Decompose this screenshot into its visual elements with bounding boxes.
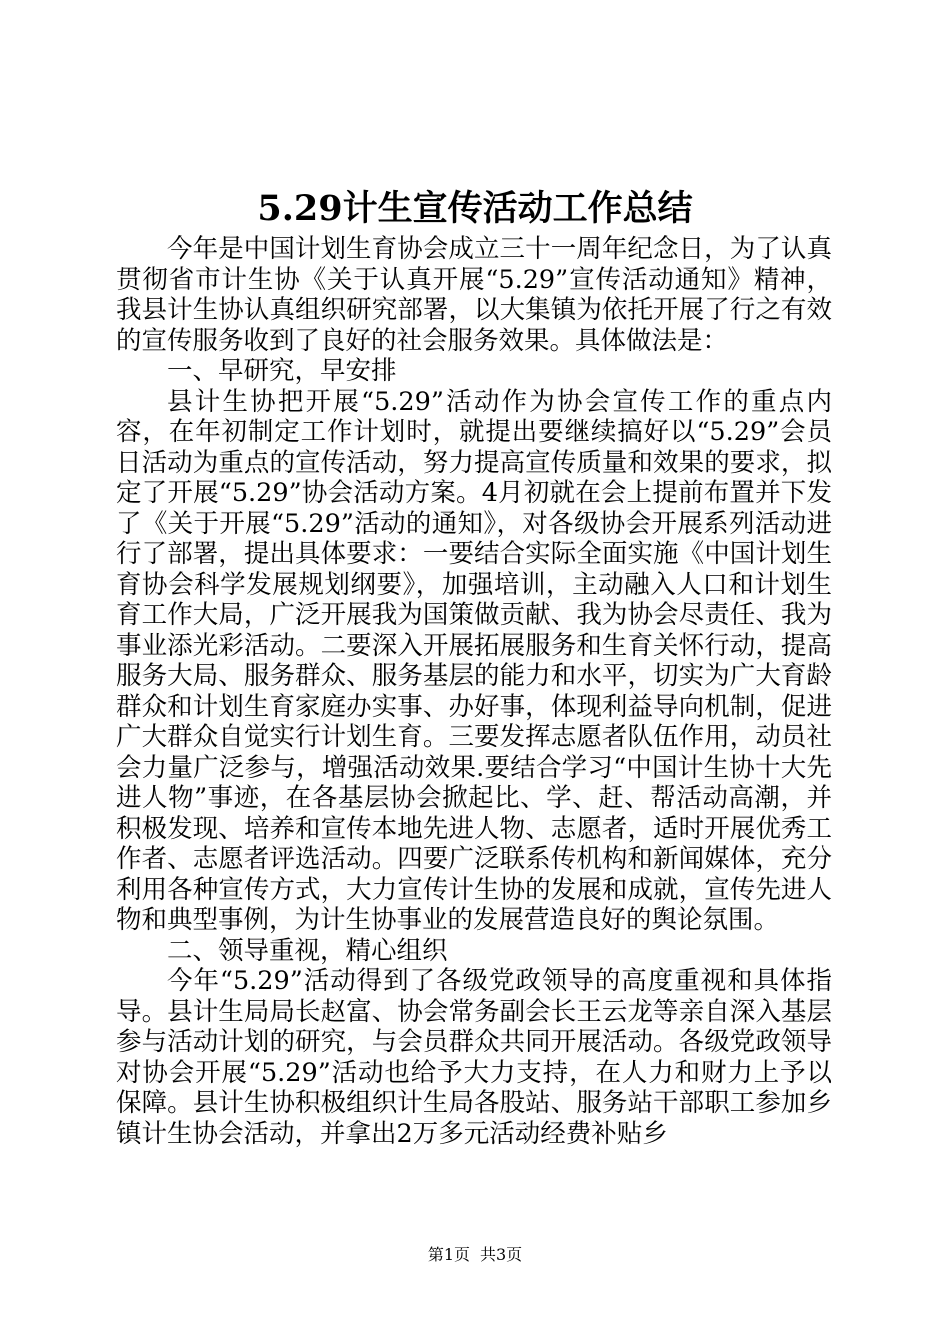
paragraph-section-2: 今年“5.29”活动得到了各级党政领导的高度重视和具体指导。县计生局局长赵富、协会常务副会长王云龙等亲自深入基层参与活动计划的研究，与会员群众共同开展活动。各级党政领导对协会开展“5.29”活动也给予大力支持，在人力和财力上予以保障。县计生协积极组织计生局各股站、服务站干部职工参加乡镇计生协会活动，并拿出2万多元活动经费补贴乡 <box>116 966 832 1149</box>
page-number: 第1页 <box>427 1245 470 1264</box>
document-body <box>116 234 832 1149</box>
paragraph-section-1: 县计生协把开展“5.29”活动作为协会宣传工作的重点内容，在年初制定工作计划时，就提出要继续搞好以“5.29”会员日活动为重点的宣传活动，努力提高宣传质量和效果的要求，拟定了开展“5.29”协会活动方案。4月初就在会上提前布置并下发了《关于开展“5.29”活动的通知》，对各级协会开展系列活动进行了部署，提出具体要求：一要结合实际全面实施《中国计划生育协会科学发展规划纲要》，加强培训，主动融入人口和计划生育工作大局，广泛开展我为国策做贡献、我为协会尽责任、我为事业添光彩活动。二要深入开展拓展服务和生育关怀行动，提高服务大局、服务群众、服务基层的能力和水平，切实为广大育龄群众和计划生育家庭办实事、办好事，体现利益导向机制，促进广大群众自觉实行计划生育。三要发挥志愿者队伍作用，动员社会力量广泛参与，增强活动效果.要结合学习“中国计生协十大先进人物”事迹，在各基层协会掀起比、学、赶、帮活动高潮，并积极发现、培养和宣传本地先进人物、志愿者，适时开展优秀工作者、志愿者评选活动。四要广泛联系传机构和新闻媒体，充分利用各种宣传方式，大力宣传计生协的发展和成就，宣传先进人物和典型事例，为计生协事业的发展营造良好的舆论氛围。 <box>116 386 832 935</box>
page-footer <box>0 1245 950 1265</box>
section-heading-1: 一、早研究，早安排 <box>167 356 397 386</box>
section-heading-2: 二、领导重视，精心组织 <box>167 935 448 966</box>
page-total: 共3页 <box>480 1245 523 1264</box>
document-title: 5.29计生宣传活动工作总结 <box>257 188 693 229</box>
paragraph-intro: 今年是中国计划生育协会成立三十一周年纪念日，为了认真贯彻省市计生协《关于认真开展“5.29”宣传活动通知》精神，我县计生协认真组织研究部署，以大集镇为依托开展了行之有效的宣传服务收到了良好的社会服务效果。具体做法是： <box>116 234 832 356</box>
